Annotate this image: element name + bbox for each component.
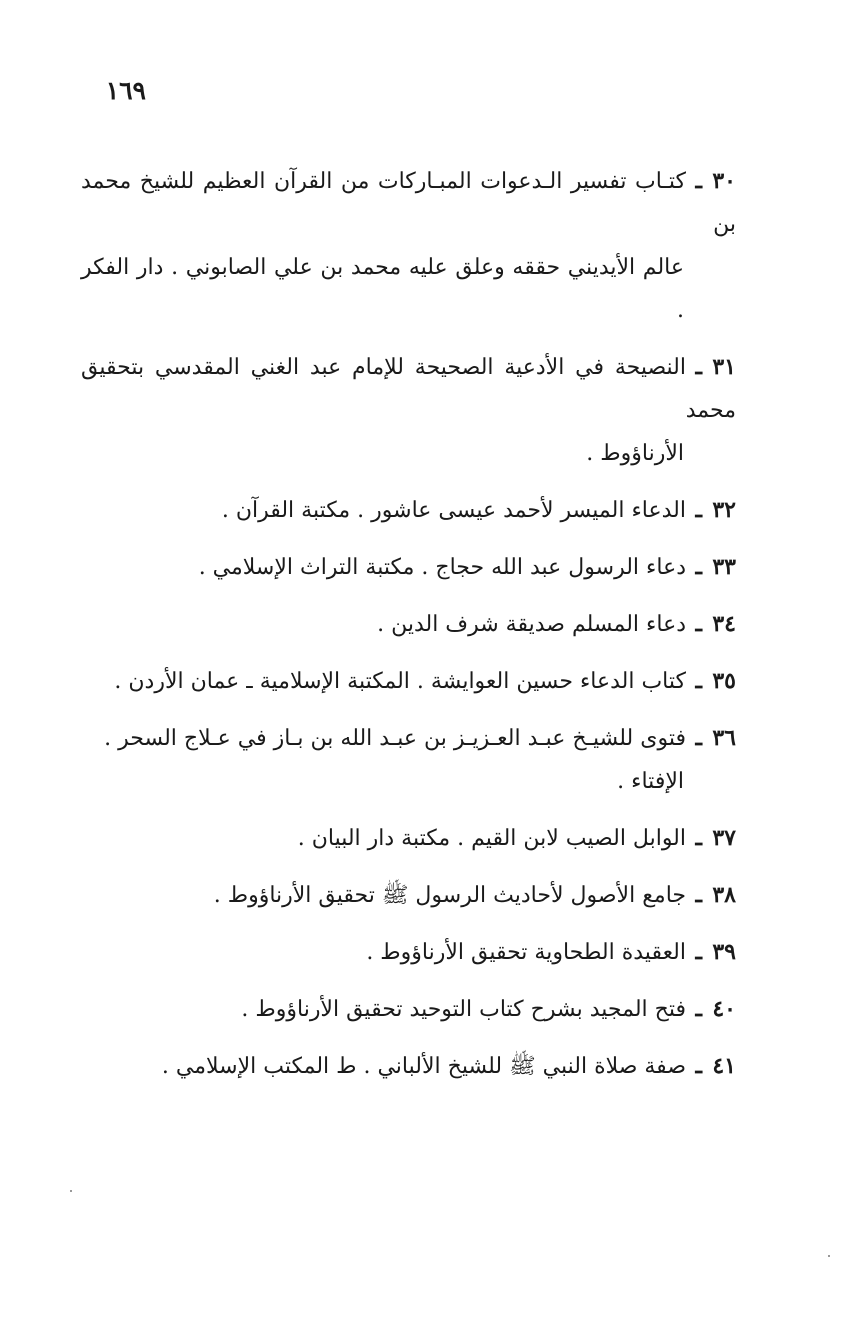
reference-text: جامع الأصول لأحاديث الرسول ﷺ تحقيق الأرناؤوط . [213, 883, 686, 908]
reference-number: ٣٢ [712, 497, 736, 523]
reference-number: ٤٠ [712, 996, 736, 1022]
reference-dash: ـ [695, 354, 702, 380]
reference-dash: ـ [695, 725, 702, 751]
reference-item [81, 603, 736, 646]
reference-text: كتاب الدعاء حسين العوايشة . المكتبة الإسلامية ـ عمان الأردن . [114, 669, 686, 694]
page-number: ١٦٩ [105, 76, 146, 105]
reference-dash: ـ [695, 1053, 702, 1079]
reference-text: الدعاء الميسر لأحمد عيسى عاشور . مكتبة القرآن . [221, 498, 686, 523]
reference-item [81, 931, 736, 974]
reference-text: صفة صلاة النبي ﷺ للشيخ الألباني . ط المكتب الإسلامي . [161, 1054, 686, 1079]
reference-number: ٣٥ [712, 668, 736, 694]
reference-item [81, 546, 736, 589]
reference-item [81, 660, 736, 703]
reference-dash: ـ [695, 882, 702, 908]
reference-dash: ـ [695, 168, 702, 194]
reference-dash: ـ [695, 668, 702, 694]
reference-text: كتـاب تفسير الـدعوات المبـاركات من القرآن العظيم للشيخ محمد بن [81, 169, 736, 237]
reference-continuation: عالم الأيديني حققه وعلق عليه محمد بن علي الصابوني . دار الفكر . [81, 255, 684, 323]
reference-dash: ـ [695, 825, 702, 851]
reference-item [81, 346, 736, 475]
reference-text: النصيحة في الأدعية الصحيحة للإمام عبد الغني المقدسي بتحقيق محمد [81, 355, 736, 423]
scan-speck [828, 1255, 830, 1257]
reference-number: ٣٠ [712, 168, 736, 194]
reference-number: ٣١ [712, 354, 736, 380]
reference-item [81, 988, 736, 1031]
reference-dash: ـ [695, 497, 702, 523]
reference-item [81, 160, 736, 332]
reference-dash: ـ [695, 554, 702, 580]
reference-dash: ـ [695, 939, 702, 965]
reference-number: ٣٣ [712, 554, 736, 580]
reference-text: فتوى للشيـخ عبـد العـزيـز بن عبـد الله بن بـاز في عـلاج السحر . [104, 726, 686, 751]
reference-item [81, 874, 736, 917]
reference-number: ٣٧ [712, 825, 736, 851]
reference-item [81, 489, 736, 532]
reference-item [81, 717, 736, 803]
reference-text: فتح المجيد بشرح كتاب التوحيد تحقيق الأرناؤوط . [241, 997, 686, 1022]
reference-dash: ـ [695, 611, 702, 637]
reference-number: ٤١ [712, 1053, 736, 1079]
reference-continuation: الأرناؤوط . [586, 441, 684, 466]
reference-dash: ـ [695, 996, 702, 1022]
reference-item [81, 1045, 736, 1088]
reference-text: العقيدة الطحاوية تحقيق الأرناؤوط . [366, 940, 686, 965]
reference-list [81, 160, 736, 1102]
scan-speck [70, 1190, 72, 1192]
reference-number: ٣٨ [712, 882, 736, 908]
reference-number: ٣٩ [712, 939, 736, 965]
reference-continuation: الإفتاء . [617, 769, 684, 794]
reference-number: ٣٦ [712, 725, 736, 751]
reference-text: الوابل الصيب لابن القيم . مكتبة دار البيان . [297, 826, 686, 851]
reference-text: دعاء الرسول عبد الله حجاج . مكتبة التراث الإسلامي . [198, 555, 686, 580]
reference-number: ٣٤ [712, 611, 736, 637]
reference-text: دعاء المسلم صديقة شرف الدين . [377, 612, 686, 637]
reference-item [81, 817, 736, 860]
